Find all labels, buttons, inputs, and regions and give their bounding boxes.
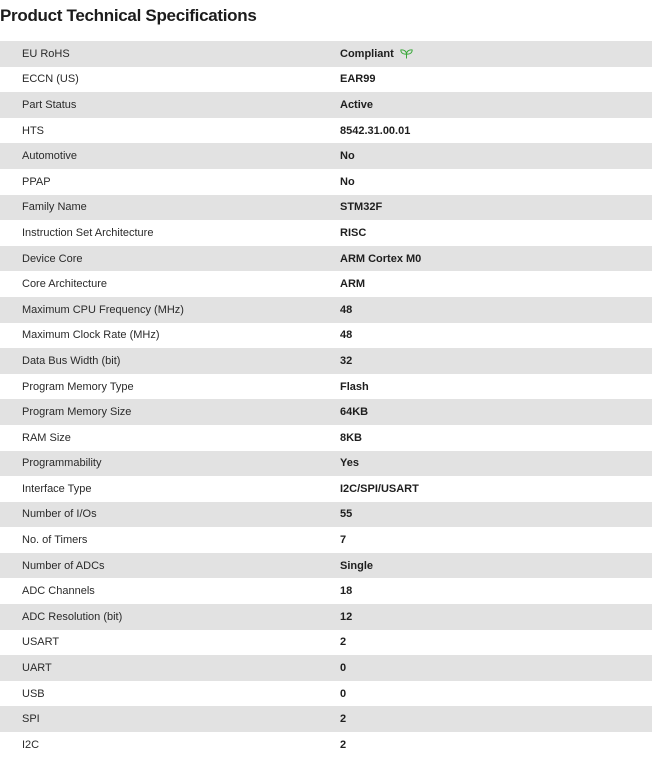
table-row: [0, 399, 652, 425]
spec-value: 2: [340, 738, 347, 751]
spec-value: 64KB: [340, 406, 369, 419]
spec-value-cell: [340, 67, 652, 93]
spec-label: Device Core: [22, 252, 83, 265]
spec-value: 0: [340, 662, 347, 675]
spec-value: No: [340, 150, 355, 163]
table-row: [0, 195, 652, 221]
spec-label: Interface Type: [22, 482, 92, 495]
spec-value: ARM Cortex M0: [340, 252, 422, 265]
spec-value-cell: [340, 502, 652, 528]
spec-label: Programmability: [22, 457, 102, 470]
spec-value: I2C/SPI/USART: [340, 482, 419, 495]
spec-value: 0: [340, 687, 347, 700]
spec-label: Data Bus Width (bit): [22, 354, 121, 367]
spec-label: ECCN (US): [22, 73, 79, 86]
spec-value: 8KB: [340, 431, 363, 444]
spec-value-cell: [340, 323, 652, 349]
table-row: [0, 553, 652, 579]
spec-value: 12: [340, 610, 353, 623]
spec-label: Maximum CPU Frequency (MHz): [22, 303, 184, 316]
spec-label: ADC Channels: [22, 585, 95, 598]
leaf-icon: [400, 49, 413, 59]
spec-value-cell: [340, 399, 652, 425]
spec-value-cell: [340, 246, 652, 272]
spec-label: SPI: [22, 713, 40, 726]
table-row: [0, 41, 652, 67]
spec-value: Single: [340, 559, 374, 572]
table-row: [0, 425, 652, 451]
spec-value-cell: [340, 732, 652, 758]
spec-value-cell: [340, 527, 652, 553]
spec-value: RISC: [340, 226, 367, 239]
spec-value: ARM: [340, 278, 366, 291]
spec-value-cell: [340, 451, 652, 477]
table-row: [0, 604, 652, 630]
spec-value-cell: [340, 271, 652, 297]
spec-value-cell: [340, 655, 652, 681]
spec-label: Automotive: [22, 150, 78, 163]
table-row: [0, 630, 652, 656]
spec-value-cell: [340, 118, 652, 144]
spec-label: ADC Resolution (bit): [22, 610, 123, 623]
spec-value-cell: [340, 297, 652, 323]
spec-value-cell: [340, 220, 652, 246]
spec-value: STM32F: [340, 201, 383, 214]
spec-value: 2: [340, 636, 347, 649]
spec-value: 7: [340, 534, 347, 547]
table-row: [0, 502, 652, 528]
spec-label: RAM Size: [22, 431, 71, 444]
spec-value-cell: [340, 374, 652, 400]
table-row: [0, 706, 652, 732]
spec-value: 48: [340, 303, 353, 316]
spec-value-cell: [340, 476, 652, 502]
spec-label: HTS: [22, 124, 44, 137]
spec-value: Yes: [340, 457, 359, 470]
page-title: Product Technical Specifications: [0, 6, 257, 25]
spec-label: I2C: [22, 738, 40, 751]
table-row: [0, 143, 652, 169]
spec-label: No. of Timers: [22, 534, 88, 547]
spec-value-cell: [340, 578, 652, 604]
spec-label: Number of I/Os: [22, 508, 97, 521]
spec-label: Part Status: [22, 98, 77, 111]
spec-label: Number of ADCs: [22, 559, 105, 572]
spec-value-cell: [340, 348, 652, 374]
spec-value-cell: [340, 553, 652, 579]
table-row: [0, 578, 652, 604]
spec-value-cell: [340, 169, 652, 195]
table-row: [0, 169, 652, 195]
spec-table: [0, 41, 652, 758]
spec-value-cell: [340, 41, 652, 67]
spec-label: Core Architecture: [22, 278, 107, 291]
spec-label: Program Memory Type: [22, 380, 134, 393]
spec-label: USB: [22, 687, 45, 700]
table-row: [0, 374, 652, 400]
spec-value-cell: [340, 425, 652, 451]
spec-value-cell: [340, 92, 652, 118]
table-row: [0, 732, 652, 758]
spec-value-cell: [340, 706, 652, 732]
table-row: [0, 297, 652, 323]
spec-value-cell: [340, 681, 652, 707]
table-row: [0, 451, 652, 477]
spec-value-cell: [340, 630, 652, 656]
spec-label: Program Memory Size: [22, 406, 132, 419]
table-row: [0, 655, 652, 681]
spec-value: Compliant: [340, 47, 394, 60]
spec-value: 48: [340, 329, 353, 342]
spec-value: Active: [340, 98, 374, 111]
spec-value-cell: [340, 195, 652, 221]
spec-value: Flash: [340, 380, 369, 393]
table-row: [0, 527, 652, 553]
spec-value: 55: [340, 508, 353, 521]
spec-value-cell: [340, 604, 652, 630]
table-row: [0, 681, 652, 707]
spec-value: 8542.31.00.01: [340, 124, 411, 137]
table-row: [0, 67, 652, 93]
spec-value: 18: [340, 585, 353, 598]
spec-value-cell: [340, 143, 652, 169]
table-row: [0, 220, 652, 246]
spec-label: UART: [22, 662, 52, 675]
table-row: [0, 323, 652, 349]
table-row: [0, 118, 652, 144]
spec-value: 2: [340, 713, 347, 726]
table-row: [0, 476, 652, 502]
table-row: [0, 348, 652, 374]
table-row: [0, 92, 652, 118]
spec-label: Maximum Clock Rate (MHz): [22, 329, 160, 342]
spec-label: Family Name: [22, 201, 87, 214]
spec-label: EU RoHS: [22, 47, 70, 60]
table-row: [0, 271, 652, 297]
spec-label: PPAP: [22, 175, 51, 188]
spec-value: 32: [340, 354, 353, 367]
spec-value: EAR99: [340, 73, 376, 86]
spec-value: No: [340, 175, 355, 188]
spec-label: Instruction Set Architecture: [22, 226, 154, 239]
spec-label: USART: [22, 636, 60, 649]
table-row: [0, 246, 652, 272]
